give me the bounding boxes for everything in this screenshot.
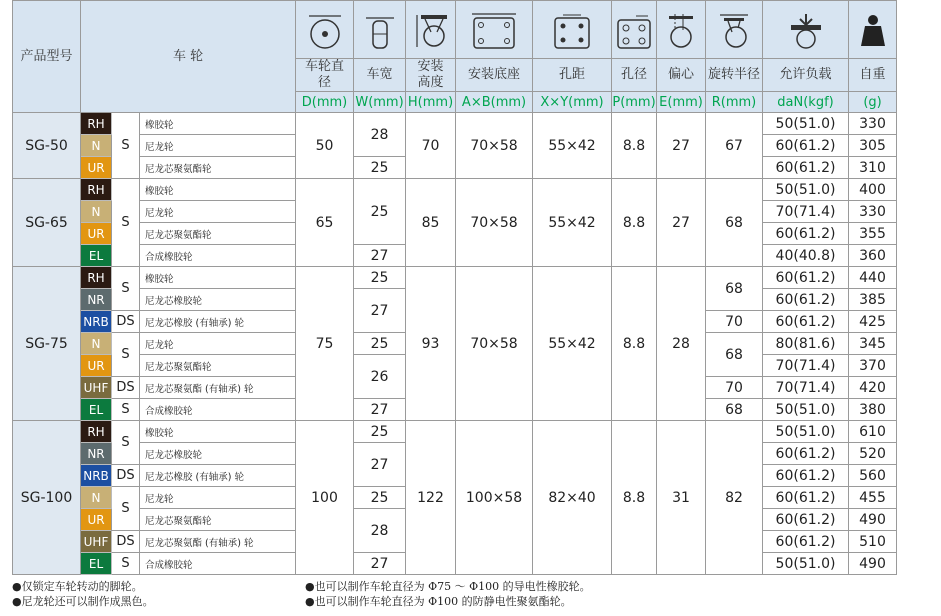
- wheel-code-badge: UR: [81, 355, 112, 377]
- wheel-type-name: 合成橡胶轮: [140, 553, 296, 575]
- wheel-code-badge: NRB: [81, 311, 112, 333]
- column-unit: E(mm): [657, 92, 706, 113]
- bearing-type: DS: [112, 311, 140, 333]
- wheel-type-name: 尼龙芯橡胶轮: [140, 289, 296, 311]
- self-weight: 510: [849, 531, 897, 553]
- allowed-load: 60(61.2): [763, 223, 849, 245]
- allowed-load: 70(71.4): [763, 355, 849, 377]
- column-name: 孔径: [612, 59, 657, 92]
- self-weight: 440: [849, 267, 897, 289]
- column-icon-cell: [706, 1, 763, 59]
- bearing-type: S: [112, 267, 140, 311]
- table-row: [13, 179, 897, 201]
- offset: 31: [657, 421, 706, 575]
- column-unit: P(mm): [612, 92, 657, 113]
- self-weight: 380: [849, 399, 897, 421]
- note-line: ●也可以制作车轮直径为 Φ100 的防静电性聚氨酯轮。: [305, 595, 572, 608]
- self-weight: 355: [849, 223, 897, 245]
- mounting-plate: 100×58: [456, 421, 533, 575]
- model-cell: SG-50: [13, 113, 81, 179]
- self-weight: 610: [849, 421, 897, 443]
- table-row: [13, 267, 897, 289]
- wheel-code-badge: N: [81, 333, 112, 355]
- wheel-code-badge: N: [81, 487, 112, 509]
- wheel-width: 25: [354, 333, 406, 355]
- wheel-header: 车 轮: [81, 1, 296, 113]
- swivel-radius: 70: [706, 377, 763, 399]
- notes-left: [12, 579, 154, 609]
- wheel-width: 26: [354, 355, 406, 399]
- wheel-width: 27: [354, 245, 406, 267]
- wheel-code-badge: UR: [81, 223, 112, 245]
- offset: 28: [657, 267, 706, 421]
- hole-diameter: 8.8: [612, 267, 657, 421]
- bearing-type: S: [112, 421, 140, 465]
- allowed-load: 60(61.2): [763, 157, 849, 179]
- wheel-type-name: 尼龙轮: [140, 201, 296, 223]
- swivel-radius: 68: [706, 333, 763, 377]
- column-icon-cell: [533, 1, 612, 59]
- self-weight: 385: [849, 289, 897, 311]
- wheel-code-badge: RH: [81, 179, 112, 201]
- wheel-type-name: 尼龙轮: [140, 333, 296, 355]
- wheel-type-name: 橡胶轮: [140, 113, 296, 135]
- self-weight: 490: [849, 509, 897, 531]
- bearing-type: S: [112, 333, 140, 377]
- allowed-load: 80(81.6): [763, 333, 849, 355]
- wheel-type-name: 尼龙芯橡胶 (有轴承) 轮: [140, 311, 296, 333]
- wheel-diameter: 100: [296, 421, 354, 575]
- column-icon-cell: [657, 1, 706, 59]
- offset-icon: [657, 12, 705, 50]
- wheel-width: 25: [354, 267, 406, 289]
- allowed-load: 60(61.2): [763, 267, 849, 289]
- wheel-diameter: 65: [296, 179, 354, 267]
- wheel-width: 25: [354, 487, 406, 509]
- bearing-type: S: [112, 487, 140, 531]
- wheel-type-name: 橡胶轮: [140, 421, 296, 443]
- column-name: 车轮直径: [296, 59, 354, 92]
- column-icon-cell: [849, 1, 897, 59]
- hole-diameter-icon: [612, 12, 656, 50]
- bearing-type: S: [112, 399, 140, 421]
- wheel-type-name: 尼龙芯聚氨酯 (有轴承) 轮: [140, 377, 296, 399]
- swivel-radius: 68: [706, 399, 763, 421]
- bearing-type: DS: [112, 377, 140, 399]
- self-weight: 330: [849, 201, 897, 223]
- wheel-type-name: 尼龙轮: [140, 135, 296, 157]
- bearing-type: S: [112, 553, 140, 575]
- offset: 27: [657, 179, 706, 267]
- swivel-radius: 82: [706, 421, 763, 575]
- column-icon-cell: [763, 1, 849, 59]
- self-weight: 425: [849, 311, 897, 333]
- wheel-type-name: 尼龙芯聚氨酯轮: [140, 157, 296, 179]
- hole-spacing: 55×42: [533, 267, 612, 421]
- wheel-code-badge: RH: [81, 421, 112, 443]
- allowed-load: 50(51.0): [763, 113, 849, 135]
- wheel-code-badge: UR: [81, 157, 112, 179]
- wheel-code-badge: UR: [81, 509, 112, 531]
- allowed-load: 60(61.2): [763, 443, 849, 465]
- allowed-load: 60(61.2): [763, 311, 849, 333]
- mounting-plate-icon: [456, 12, 532, 50]
- wheel-code-badge: EL: [81, 553, 112, 575]
- allowed-load: 50(51.0): [763, 553, 849, 575]
- column-unit: A×B(mm): [456, 92, 533, 113]
- allowed-load: 60(61.2): [763, 487, 849, 509]
- swivel-radius: 68: [706, 179, 763, 267]
- wheel-type-name: 尼龙芯聚氨酯轮: [140, 509, 296, 531]
- wheel-code-badge: UHF: [81, 377, 112, 399]
- wheel-width-icon: [354, 12, 405, 50]
- allowed-load: 60(61.2): [763, 509, 849, 531]
- allowed-load: 60(61.2): [763, 465, 849, 487]
- swivel-radius: 70: [706, 311, 763, 333]
- self-weight: 490: [849, 553, 897, 575]
- wheel-width: 27: [354, 399, 406, 421]
- wheel-code-badge: UHF: [81, 531, 112, 553]
- self-weight: 310: [849, 157, 897, 179]
- wheel-code-badge: RH: [81, 113, 112, 135]
- hole-spacing: 55×42: [533, 113, 612, 179]
- column-name: 车宽: [354, 59, 406, 92]
- wheel-diameter-icon: [296, 12, 353, 50]
- wheel-type-name: 合成橡胶轮: [140, 245, 296, 267]
- self-weight: 305: [849, 135, 897, 157]
- column-name: 自重: [849, 59, 897, 92]
- hole-spacing-icon: [533, 12, 611, 50]
- column-name: 允许负载: [763, 59, 849, 92]
- model-cell: SG-75: [13, 267, 81, 421]
- note-line: ●仅锁定车轮转动的脚轮。: [12, 580, 143, 593]
- model-cell: SG-100: [13, 421, 81, 575]
- wheel-code-badge: N: [81, 201, 112, 223]
- hole-diameter: 8.8: [612, 421, 657, 575]
- hole-diameter: 8.8: [612, 179, 657, 267]
- wheel-type-name: 尼龙芯聚氨酯轮: [140, 223, 296, 245]
- column-name: 孔距: [533, 59, 612, 92]
- notes-right: [305, 579, 591, 609]
- wheel-type-name: 橡胶轮: [140, 267, 296, 289]
- column-unit: D(mm): [296, 92, 354, 113]
- allowed-load: 60(61.2): [763, 531, 849, 553]
- wheel-diameter: 75: [296, 267, 354, 421]
- wheel-width: 28: [354, 509, 406, 553]
- wheel-type-name: 尼龙芯聚氨酯 (有轴承) 轮: [140, 531, 296, 553]
- allowed-load: 60(61.2): [763, 135, 849, 157]
- mounting-plate: 70×58: [456, 179, 533, 267]
- wheel-type-name: 尼龙芯橡胶 (有轴承) 轮: [140, 465, 296, 487]
- mounting-height: 93: [406, 267, 456, 421]
- weight-icon: [849, 12, 896, 50]
- mounting-height: 85: [406, 179, 456, 267]
- self-weight: 400: [849, 179, 897, 201]
- model-cell: SG-65: [13, 179, 81, 267]
- allowed-load: 50(51.0): [763, 421, 849, 443]
- spec-table: [12, 0, 897, 575]
- column-name: 安装高度: [406, 59, 456, 92]
- column-name: 安装底座: [456, 59, 533, 92]
- wheel-width: 27: [354, 443, 406, 487]
- column-icon-cell: [406, 1, 456, 59]
- wheel-width: 27: [354, 553, 406, 575]
- offset: 27: [657, 113, 706, 179]
- self-weight: 345: [849, 333, 897, 355]
- wheel-code-badge: NR: [81, 443, 112, 465]
- note-line: ●也可以制作车轮直径为 Φ75 ～ Φ100 的导电性橡胶轮。: [305, 580, 591, 593]
- self-weight: 420: [849, 377, 897, 399]
- swivel-radius: 68: [706, 267, 763, 311]
- wheel-code-badge: EL: [81, 245, 112, 267]
- self-weight: 560: [849, 465, 897, 487]
- hole-spacing: 55×42: [533, 179, 612, 267]
- wheel-diameter: 50: [296, 113, 354, 179]
- column-icon-cell: [456, 1, 533, 59]
- wheel-code-badge: EL: [81, 399, 112, 421]
- bearing-type: DS: [112, 531, 140, 553]
- mounting-height: 70: [406, 113, 456, 179]
- wheel-code-badge: NRB: [81, 465, 112, 487]
- column-unit: daN(kgf): [763, 92, 849, 113]
- wheel-code-badge: RH: [81, 267, 112, 289]
- allowed-load: 50(51.0): [763, 179, 849, 201]
- column-unit: W(mm): [354, 92, 406, 113]
- table-row: [13, 113, 897, 135]
- load-icon: [763, 12, 848, 50]
- self-weight: 330: [849, 113, 897, 135]
- wheel-type-name: 合成橡胶轮: [140, 399, 296, 421]
- column-icon-cell: [612, 1, 657, 59]
- wheel-width: 28: [354, 113, 406, 157]
- wheel-type-name: 橡胶轮: [140, 179, 296, 201]
- column-icon-cell: [296, 1, 354, 59]
- column-name: 偏心: [657, 59, 706, 92]
- allowed-load: 60(61.2): [763, 289, 849, 311]
- allowed-load: 70(71.4): [763, 377, 849, 399]
- mounting-plate: 70×58: [456, 113, 533, 179]
- column-name: 旋转半径: [706, 59, 763, 92]
- allowed-load: 70(71.4): [763, 201, 849, 223]
- mounting-plate: 70×58: [456, 267, 533, 421]
- allowed-load: 40(40.8): [763, 245, 849, 267]
- swivel-radius: 67: [706, 113, 763, 179]
- wheel-code-badge: NR: [81, 289, 112, 311]
- bearing-type: DS: [112, 465, 140, 487]
- column-unit: H(mm): [406, 92, 456, 113]
- wheel-type-name: 尼龙芯橡胶轮: [140, 443, 296, 465]
- bearing-type: S: [112, 179, 140, 267]
- mounting-height-icon: [406, 12, 455, 50]
- self-weight: 520: [849, 443, 897, 465]
- column-unit: (g): [849, 92, 897, 113]
- swivel-radius-icon: [706, 12, 762, 50]
- note-line: ●尼龙轮还可以制作成黑色。: [12, 595, 154, 608]
- column-unit: X×Y(mm): [533, 92, 612, 113]
- wheel-width: 27: [354, 289, 406, 333]
- column-icon-cell: [354, 1, 406, 59]
- mounting-height: 122: [406, 421, 456, 575]
- hole-spacing: 82×40: [533, 421, 612, 575]
- hole-diameter: 8.8: [612, 113, 657, 179]
- column-unit: R(mm): [706, 92, 763, 113]
- wheel-width: 25: [354, 157, 406, 179]
- wheel-width: 25: [354, 179, 406, 245]
- wheel-type-name: 尼龙芯聚氨酯轮: [140, 355, 296, 377]
- model-header: 产品型号: [13, 1, 81, 113]
- wheel-width: 25: [354, 421, 406, 443]
- self-weight: 360: [849, 245, 897, 267]
- wheel-code-badge: N: [81, 135, 112, 157]
- wheel-type-name: 尼龙轮: [140, 487, 296, 509]
- self-weight: 455: [849, 487, 897, 509]
- self-weight: 370: [849, 355, 897, 377]
- bearing-type: S: [112, 113, 140, 179]
- table-row: [13, 421, 897, 443]
- allowed-load: 50(51.0): [763, 399, 849, 421]
